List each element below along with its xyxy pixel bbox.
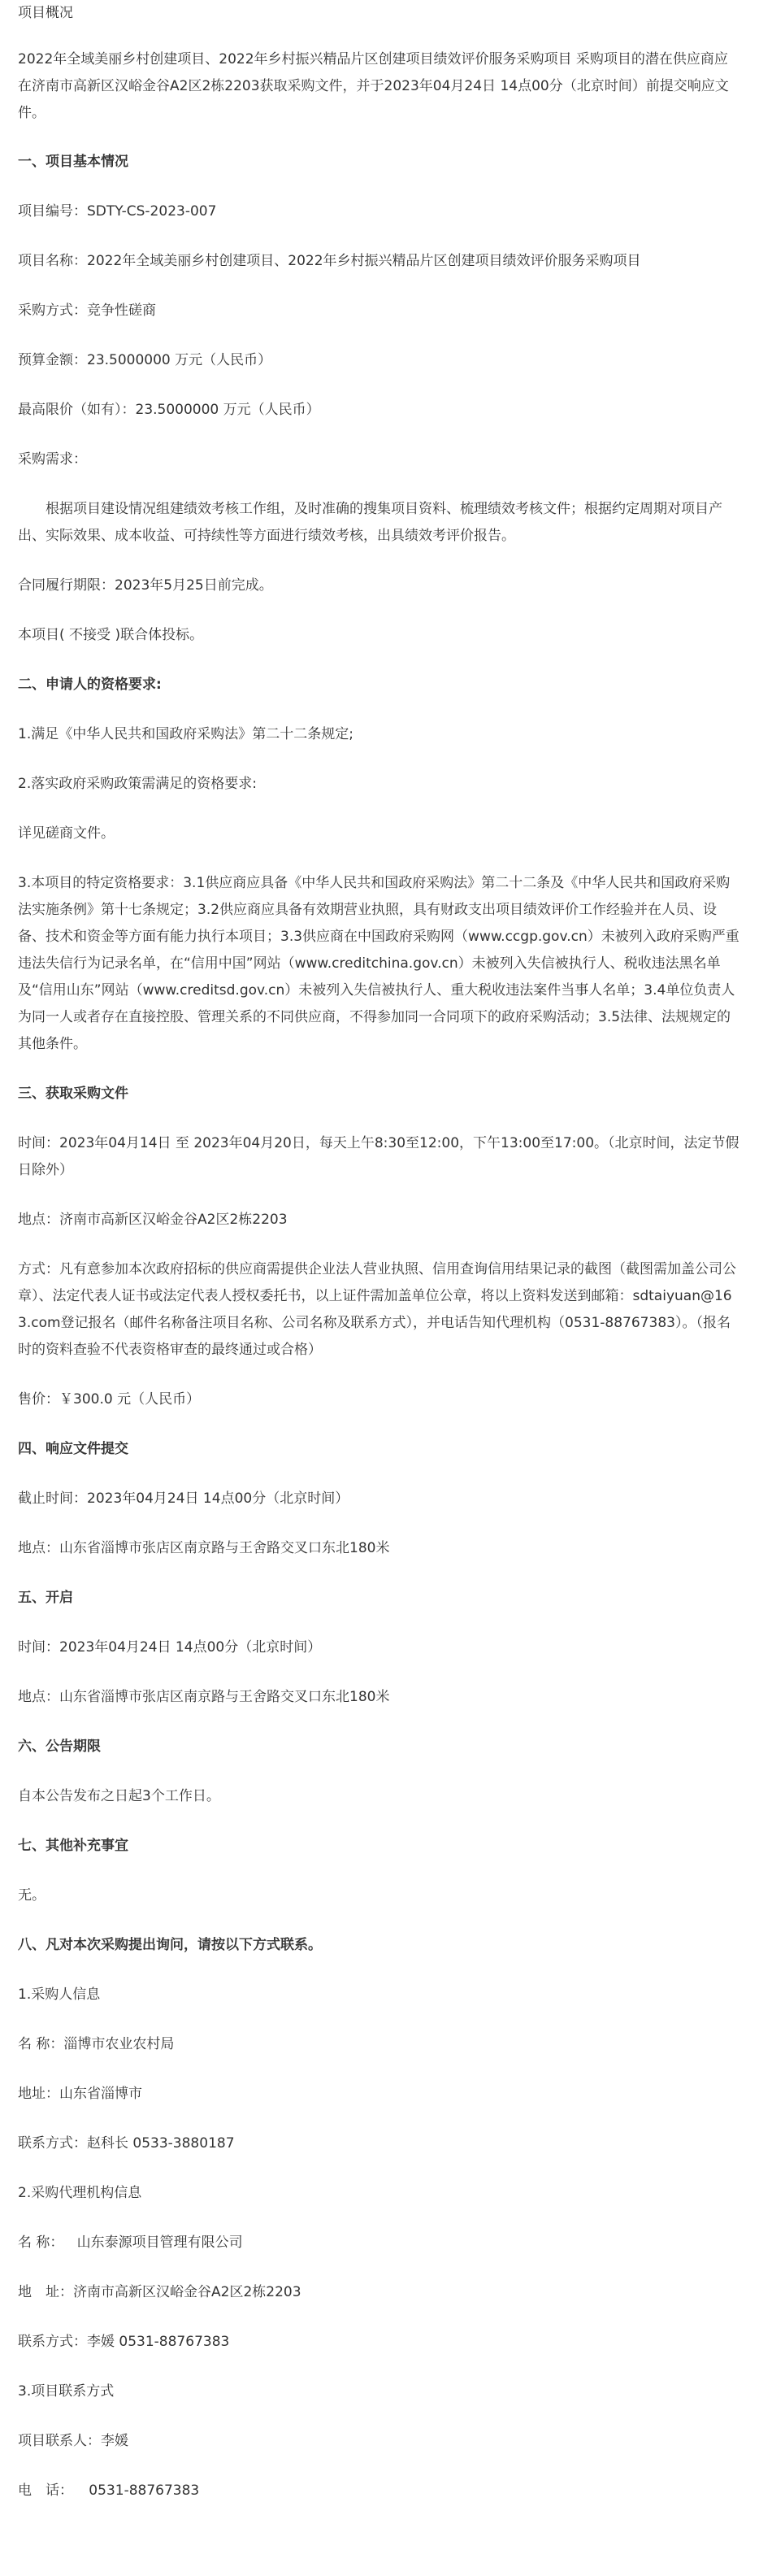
section-4-heading: 四、响应文件提交 — [18, 1441, 128, 1457]
requirement-text: 根据项目建设情况组建绩效考核工作组，及时准确的搜集项目资料、梳理绩效考核文件；根据约定周期对项目产出、实际效果、成本收益、可持续性等方面进行绩效考核，出具绩效考评价报告。 — [18, 501, 722, 544]
acquire-time: 时间：2023年04月14日 至 2023年04月20日，每天上午8:30至12:00，下午13:00至17:00。（北京时间，法定节假日除外） — [18, 1135, 739, 1178]
procurement-method: 采购方式：竞争性磋商 — [18, 302, 156, 319]
submission-place: 地点：山东省淄博市张店区南京路与王舍路交叉口东北180米 — [18, 1540, 390, 1556]
qualification-3: 3.本项目的特定资格要求：3.1供应商应具备《中华人民共和国政府采购法》第二十二条及《中华人民共和国政府采购法实施条例》第十七条规定；3.2供应商应具备有效期营业执照，具有财政支出项目绩效评价工作经验并在人员、设备、技术和资金等方面有能力执行本项目；3.3供应商在中国政府采购网（www.ccgp.gov.cn）未被列入政府采购严重违法失信行为记录名单，在“信用中国”网站（www.creditchina.gov.cn）未被列入失信被执行人、税收违法黑名单及“信用山东”网站（www.creditsd.gov.cn）未被列入失信被执行人、重大税收违法案件当事人名单；3.4单位负责人为同一人或者存在直接控股、管理关系的不同供应商，不得参加同一合同项下的政府采购活动；3.5法律、法规规定的其他条件。 — [18, 875, 739, 1052]
agent-info-title: 2.采购代理机构信息 — [18, 2185, 142, 2201]
notice-period: 自本公告发布之日起3个工作日。 — [18, 1788, 220, 1804]
submission-deadline: 截止时间：2023年04月24日 14点00分（北京时间） — [18, 1490, 349, 1507]
buyer-info-title: 1.采购人信息 — [18, 1986, 101, 2003]
agent-name: 名 称： 山东泰源项目管理有限公司 — [18, 2234, 243, 2251]
project-contact-person: 项目联系人：李媛 — [18, 2433, 128, 2449]
intro-paragraph: 2022年全域美丽乡村创建项目、2022年乡村振兴精品片区创建项目绩效评价服务采购项目 采购项目的潜在供应商应在济南市高新区汉峪金谷A2区2栋2203获取采购文件，并于2023年04月24日 14点00分（北京时间）前提交响应文件。 — [18, 51, 729, 121]
requirement-label: 采购需求： — [18, 451, 87, 468]
agent-address: 地 址：济南市高新区汉峪金谷A2区2栋2203 — [18, 2284, 301, 2300]
buyer-address: 地址：山东省淄博市 — [18, 2086, 142, 2102]
agent-contact: 联系方式：李媛 0531-88767383 — [18, 2334, 230, 2350]
opening-time: 时间：2023年04月24日 14点00分（北京时间） — [18, 1639, 322, 1656]
qualification-2-detail: 详见磋商文件。 — [18, 825, 115, 842]
acquire-place: 地点：济南市高新区汉峪金谷A2区2栋2203 — [18, 1212, 288, 1228]
project-number: 项目编号：SDTY-CS-2023-007 — [18, 203, 217, 220]
section-7-heading: 七、其他补充事宜 — [18, 1838, 128, 1854]
consortium-note: 本项目( 不接受 )联合体投标。 — [18, 627, 204, 643]
section-6-heading: 六、公告期限 — [18, 1738, 101, 1755]
acquire-way: 方式：凡有意参加本次政府招标的供应商需提供企业法人营业执照、信用查询信用结果记录的截图（截图需加盖公司公章）、法定代表人证书或法定代表人授权委托书，以上证件需加盖单位公章，将以上资料发送到邮箱：sdtaiyuan@163.com登记报名（邮件名称备注项目名称、公司名称及联系方式），并电话告知代理机构（0531-88767383）。（报名时的资料查验不代表资格审查的最终通过或合格） — [18, 1261, 736, 1358]
qualification-2: 2.落实政府采购政策需满足的资格要求: — [18, 776, 257, 792]
project-name: 项目名称：2022年全域美丽乡村创建项目、2022年乡村振兴精品片区创建项目绩效评价服务采购项目 — [18, 253, 641, 269]
section-8-heading: 八、凡对本次采购提出询问，请按以下方式联系。 — [18, 1937, 322, 1953]
project-contact-title: 3.项目联系方式 — [18, 2383, 115, 2400]
section-5-heading: 五、开启 — [18, 1590, 73, 1606]
budget-amount: 预算金额：23.5000000 万元（人民币） — [18, 352, 272, 368]
qualification-1: 1.满足《中华人民共和国政府采购法》第二十二条规定; — [18, 726, 353, 742]
document-price: 售价：￥300.0 元（人民币） — [18, 1391, 201, 1408]
section-3-heading: 三、获取采购文件 — [18, 1086, 128, 1102]
doc-title: 项目概况 — [18, 5, 73, 21]
buyer-name: 名 称：淄博市农业农村局 — [18, 2036, 175, 2052]
section-1-heading: 一、项目基本情况 — [18, 154, 128, 170]
opening-place: 地点：山东省淄博市张店区南京路与王舍路交叉口东北180米 — [18, 1689, 390, 1705]
project-contact-phone: 电 话： 0531-88767383 — [18, 2482, 200, 2499]
section-2-heading: 二、申请人的资格要求: — [18, 677, 162, 693]
buyer-contact: 联系方式：赵科长 0533-3880187 — [18, 2135, 235, 2152]
max-price: 最高限价（如有）：23.5000000 万元（人民币） — [18, 402, 320, 418]
contract-period: 合同履行期限：2023年5月25日前完成。 — [18, 577, 273, 594]
other-matters: 无。 — [18, 1887, 46, 1904]
